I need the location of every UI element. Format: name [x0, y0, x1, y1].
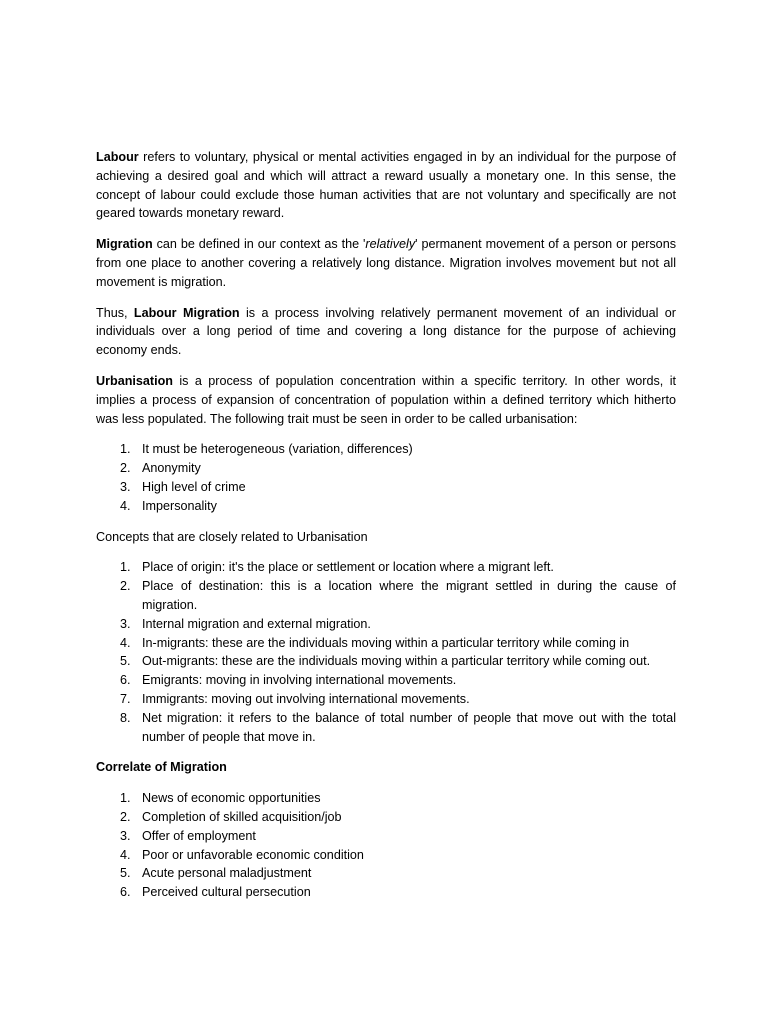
labour-migration-text: is a process involving relatively permanent movement of an individual or individuals over a long period of time and covering a long distance for the purpose of achieving economy ends. [96, 305, 676, 358]
list-number: 6. [120, 673, 131, 688]
list-item [96, 789, 676, 808]
correlates-list [96, 789, 676, 902]
list-item [96, 709, 676, 747]
list-number: 5. [120, 654, 131, 669]
list-number: 1. [120, 442, 131, 457]
list-text: Offer of employment [142, 828, 256, 843]
migration-emphasis: relatively [365, 237, 416, 252]
urbanisation-definition [96, 372, 676, 428]
list-text: Impersonality [142, 498, 217, 513]
urbanisation-term: Urbanisation [96, 373, 173, 388]
list-text: It must be heterogeneous (variation, differences) [142, 442, 413, 457]
list-number: 7. [120, 691, 131, 706]
list-item [96, 846, 676, 865]
correlate-heading: Correlate of Migration [96, 760, 227, 775]
urbanisation-text: is a process of population concentration within a specific territory. In other words, it implies a process of expansion of concentration of population within a defined territory which hitherto was less populated. The following trait must be seen in order to be called urbanisation: [96, 373, 676, 426]
list-text: Anonymity [142, 461, 201, 476]
list-number: 1. [120, 560, 131, 575]
list-text: Perceived cultural persecution [142, 885, 311, 900]
document-body [96, 148, 676, 914]
list-item [96, 690, 676, 709]
migration-definition [96, 235, 676, 291]
list-number: 3. [120, 828, 131, 843]
labour-definition [96, 148, 676, 223]
list-text: Completion of skilled acquisition/job [142, 809, 342, 824]
list-number: 4. [120, 635, 131, 650]
list-item [96, 652, 676, 671]
list-item [96, 615, 676, 634]
concepts-list [96, 558, 676, 746]
list-text: Internal migration and external migration. [142, 616, 371, 631]
concepts-heading: Concepts that are closely related to Urbanisation [96, 529, 368, 544]
list-number: 4. [120, 498, 131, 513]
list-item [96, 577, 676, 615]
list-number: 2. [120, 461, 131, 476]
list-number: 1. [120, 791, 131, 806]
labour-migration-prefix: Thus, [96, 305, 134, 320]
list-text: Poor or unfavorable economic condition [142, 847, 364, 862]
list-text: Place of origin: it's the place or settlement or location where a migrant left. [142, 560, 554, 575]
list-text: In-migrants: these are the individuals moving within a particular territory while coming in [142, 635, 630, 650]
list-text: Immigrants: moving out involving international movements. [142, 691, 470, 706]
list-item [96, 883, 676, 902]
list-number: 4. [120, 847, 131, 862]
list-text: Place of destination: this is a location where the migrant settled in during the cause of migration. [142, 579, 676, 612]
list-text: High level of crime [142, 479, 246, 494]
labour-migration-term: Labour Migration [133, 305, 240, 320]
list-number: 5. [120, 866, 131, 881]
list-number: 2. [120, 579, 131, 594]
list-item [96, 634, 676, 653]
list-item [96, 440, 676, 459]
list-number: 2. [120, 809, 131, 824]
list-item [96, 808, 676, 827]
labour-term: Labour [96, 150, 139, 164]
list-item [96, 478, 676, 497]
list-item [96, 671, 676, 690]
list-text: Acute personal maladjustment [142, 866, 312, 881]
migration-term: Migration [96, 237, 153, 252]
migration-text-before: can be defined in our context as the ' [152, 237, 366, 252]
list-number: 8. [120, 710, 131, 725]
labour-text: refers to voluntary, physical or mental activities engaged in by an individual for the purpose of achieving a desired goal and which will attract a reward usually a monetary one. In this sense, the concept of labour could exclude those human activities that are not voluntary and specifically are not geared towards monetary reward. [96, 150, 676, 221]
list-item [96, 827, 676, 846]
list-number: 3. [120, 616, 131, 631]
list-text: News of economic opportunities [142, 791, 321, 806]
list-item [96, 864, 676, 883]
migration-text-after: ' permanent movement of a person or persons from one place to another covering a relatively long distance. Migration involves movement but not all movement is migration. [96, 237, 676, 289]
list-number: 6. [120, 885, 131, 900]
list-text: Out-migrants: these are the individuals moving within a particular territory while coming out. [142, 654, 651, 669]
urbanisation-traits-list [96, 440, 676, 515]
labour-migration-definition [96, 304, 676, 360]
list-number: 3. [120, 479, 131, 494]
list-item [96, 497, 676, 516]
list-text: Emigrants: moving in involving international movements. [142, 673, 457, 688]
list-text: Net migration: it refers to the balance of total number of people that move out with the total number of people that move in. [142, 710, 676, 744]
list-item [96, 459, 676, 478]
list-item [96, 558, 676, 577]
